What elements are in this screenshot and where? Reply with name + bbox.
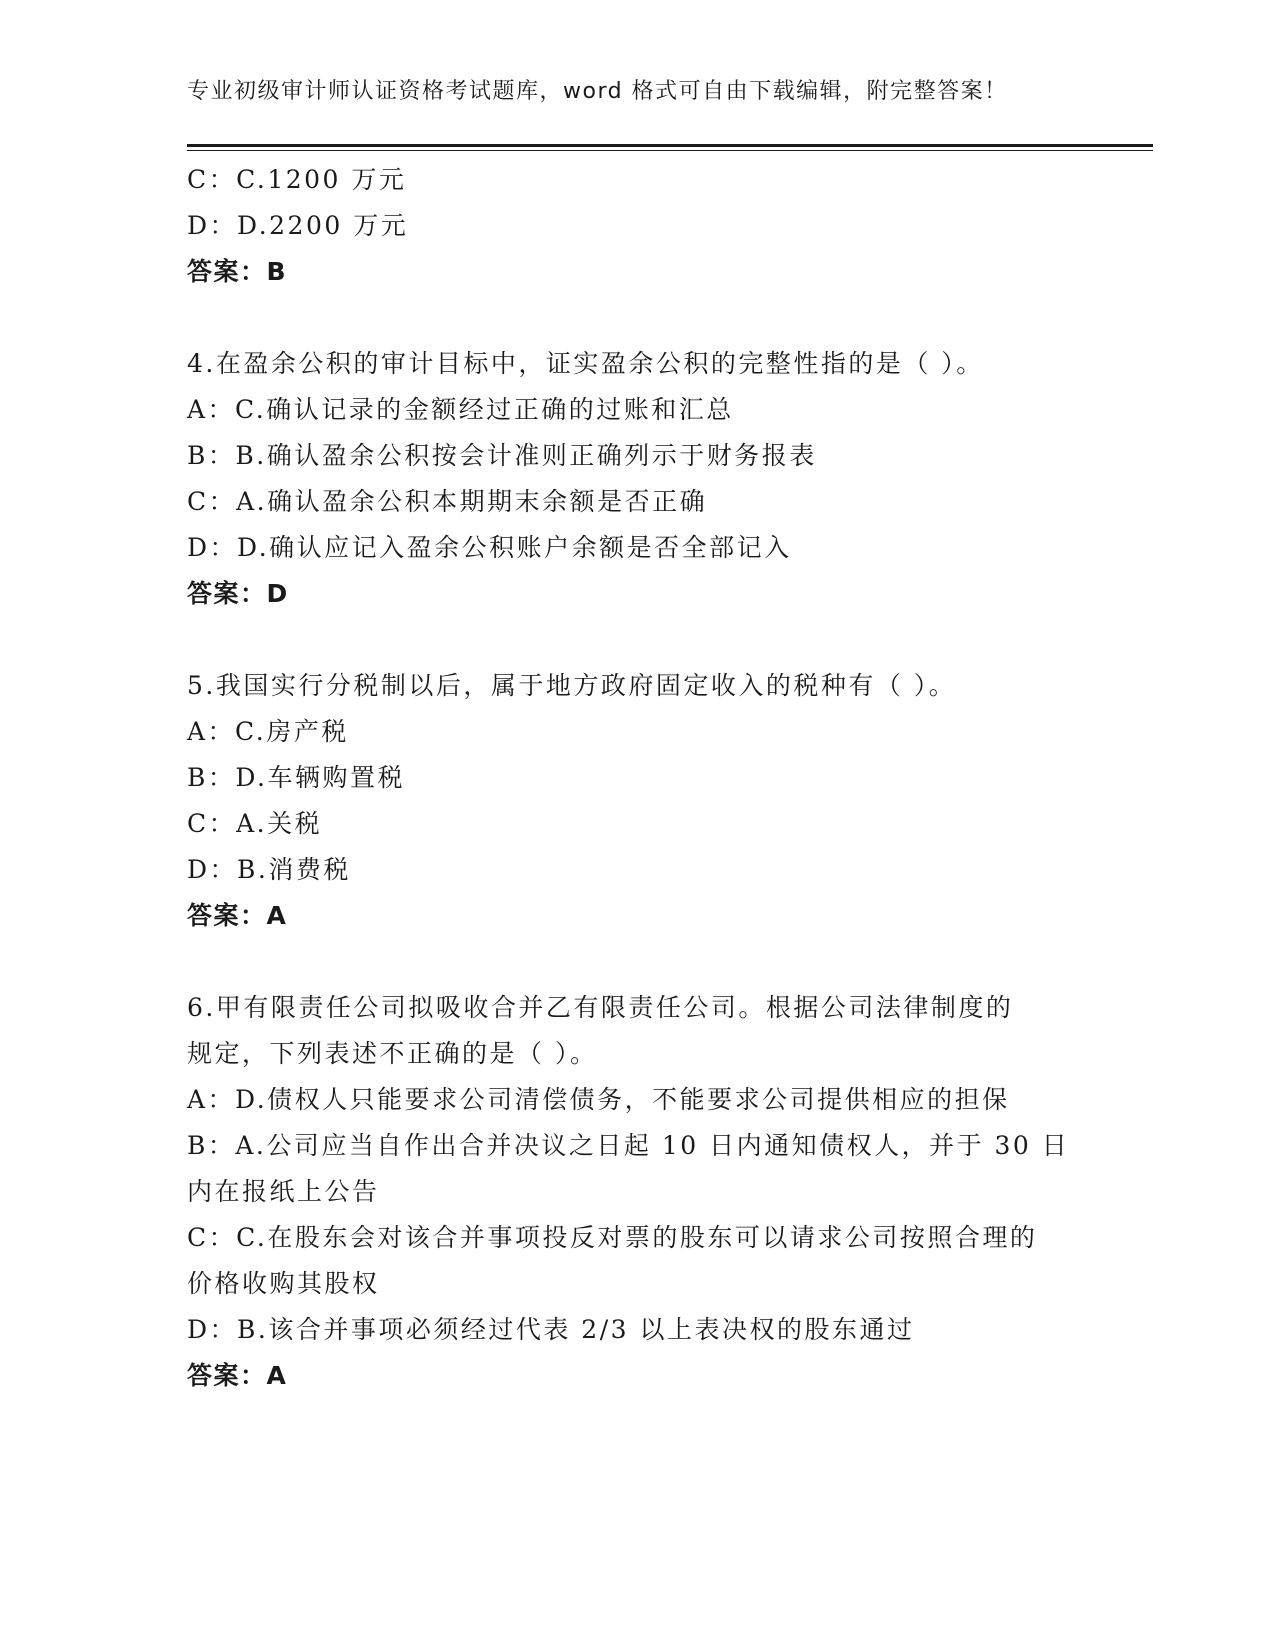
spacer — [187, 939, 1087, 985]
option-c: C：A.关税 — [187, 809, 323, 838]
option-d: D：B.该合并事项必须经过代表 2/3 以上表决权的股东通过 — [187, 1315, 915, 1344]
answer: 答案：A — [187, 901, 288, 930]
question-5 — [187, 663, 1087, 939]
answer: 答案：B — [187, 257, 288, 286]
question-stem: 5.我国实行分税制以后，属于地方政府固定收入的税种有（ ）。 — [187, 671, 957, 700]
answer: 答案：D — [187, 579, 289, 608]
spacer — [187, 295, 1087, 341]
option-d: D：D.2200 万元 — [187, 211, 409, 240]
header-rule-thin — [187, 150, 1153, 151]
option-b-line-1: B：A.公司应当自作出合并决议之日起 10 日内通知债权人，并于 30 日 — [187, 1131, 1070, 1160]
header-rule-thick — [187, 144, 1153, 147]
option-a: A：C.确认记录的金额经过正确的过账和汇总 — [187, 395, 734, 424]
question-content — [187, 157, 1087, 1399]
option-a: A：D.债权人只能要求公司清偿债务，不能要求公司提供相应的担保 — [187, 1085, 1010, 1114]
option-b: B：B.确认盈余公积按会计准则正确列示于财务报表 — [187, 441, 817, 470]
spacer — [187, 617, 1087, 663]
answer: 答案：A — [187, 1361, 288, 1390]
option-c-line-2: 价格收购其股权 — [187, 1269, 380, 1298]
option-d: D：D.确认应记入盈余公积账户余额是否全部记入 — [187, 533, 792, 562]
question-stem-line-1: 6.甲有限责任公司拟吸收合并乙有限责任公司。根据公司法律制度的 — [187, 993, 1014, 1022]
option-c: C：C.1200 万元 — [187, 165, 407, 194]
question-stem-line-2: 规定，下列表述不正确的是（ ）。 — [187, 1039, 598, 1068]
option-a: A：C.房产税 — [187, 717, 349, 746]
option-b: B：D.车辆购置税 — [187, 763, 405, 792]
option-c-line-1: C：C.在股东会对该合并事项投反对票的股东可以请求公司按照合理的 — [187, 1223, 1038, 1252]
option-c: C：A.确认盈余公积本期期末余额是否正确 — [187, 487, 708, 516]
page-header: 专业初级审计师认证资格考试题库，word 格式可自由下载编辑，附完整答案！ — [187, 79, 1008, 104]
question-3-tail — [187, 157, 1087, 295]
option-d: D：B.消费税 — [187, 855, 351, 884]
question-4 — [187, 341, 1087, 617]
question-stem: 4.在盈余公积的审计目标中，证实盈余公积的完整性指的是（ ）。 — [187, 349, 984, 378]
option-b-line-2: 内在报纸上公告 — [187, 1177, 380, 1206]
question-6 — [187, 985, 1087, 1399]
